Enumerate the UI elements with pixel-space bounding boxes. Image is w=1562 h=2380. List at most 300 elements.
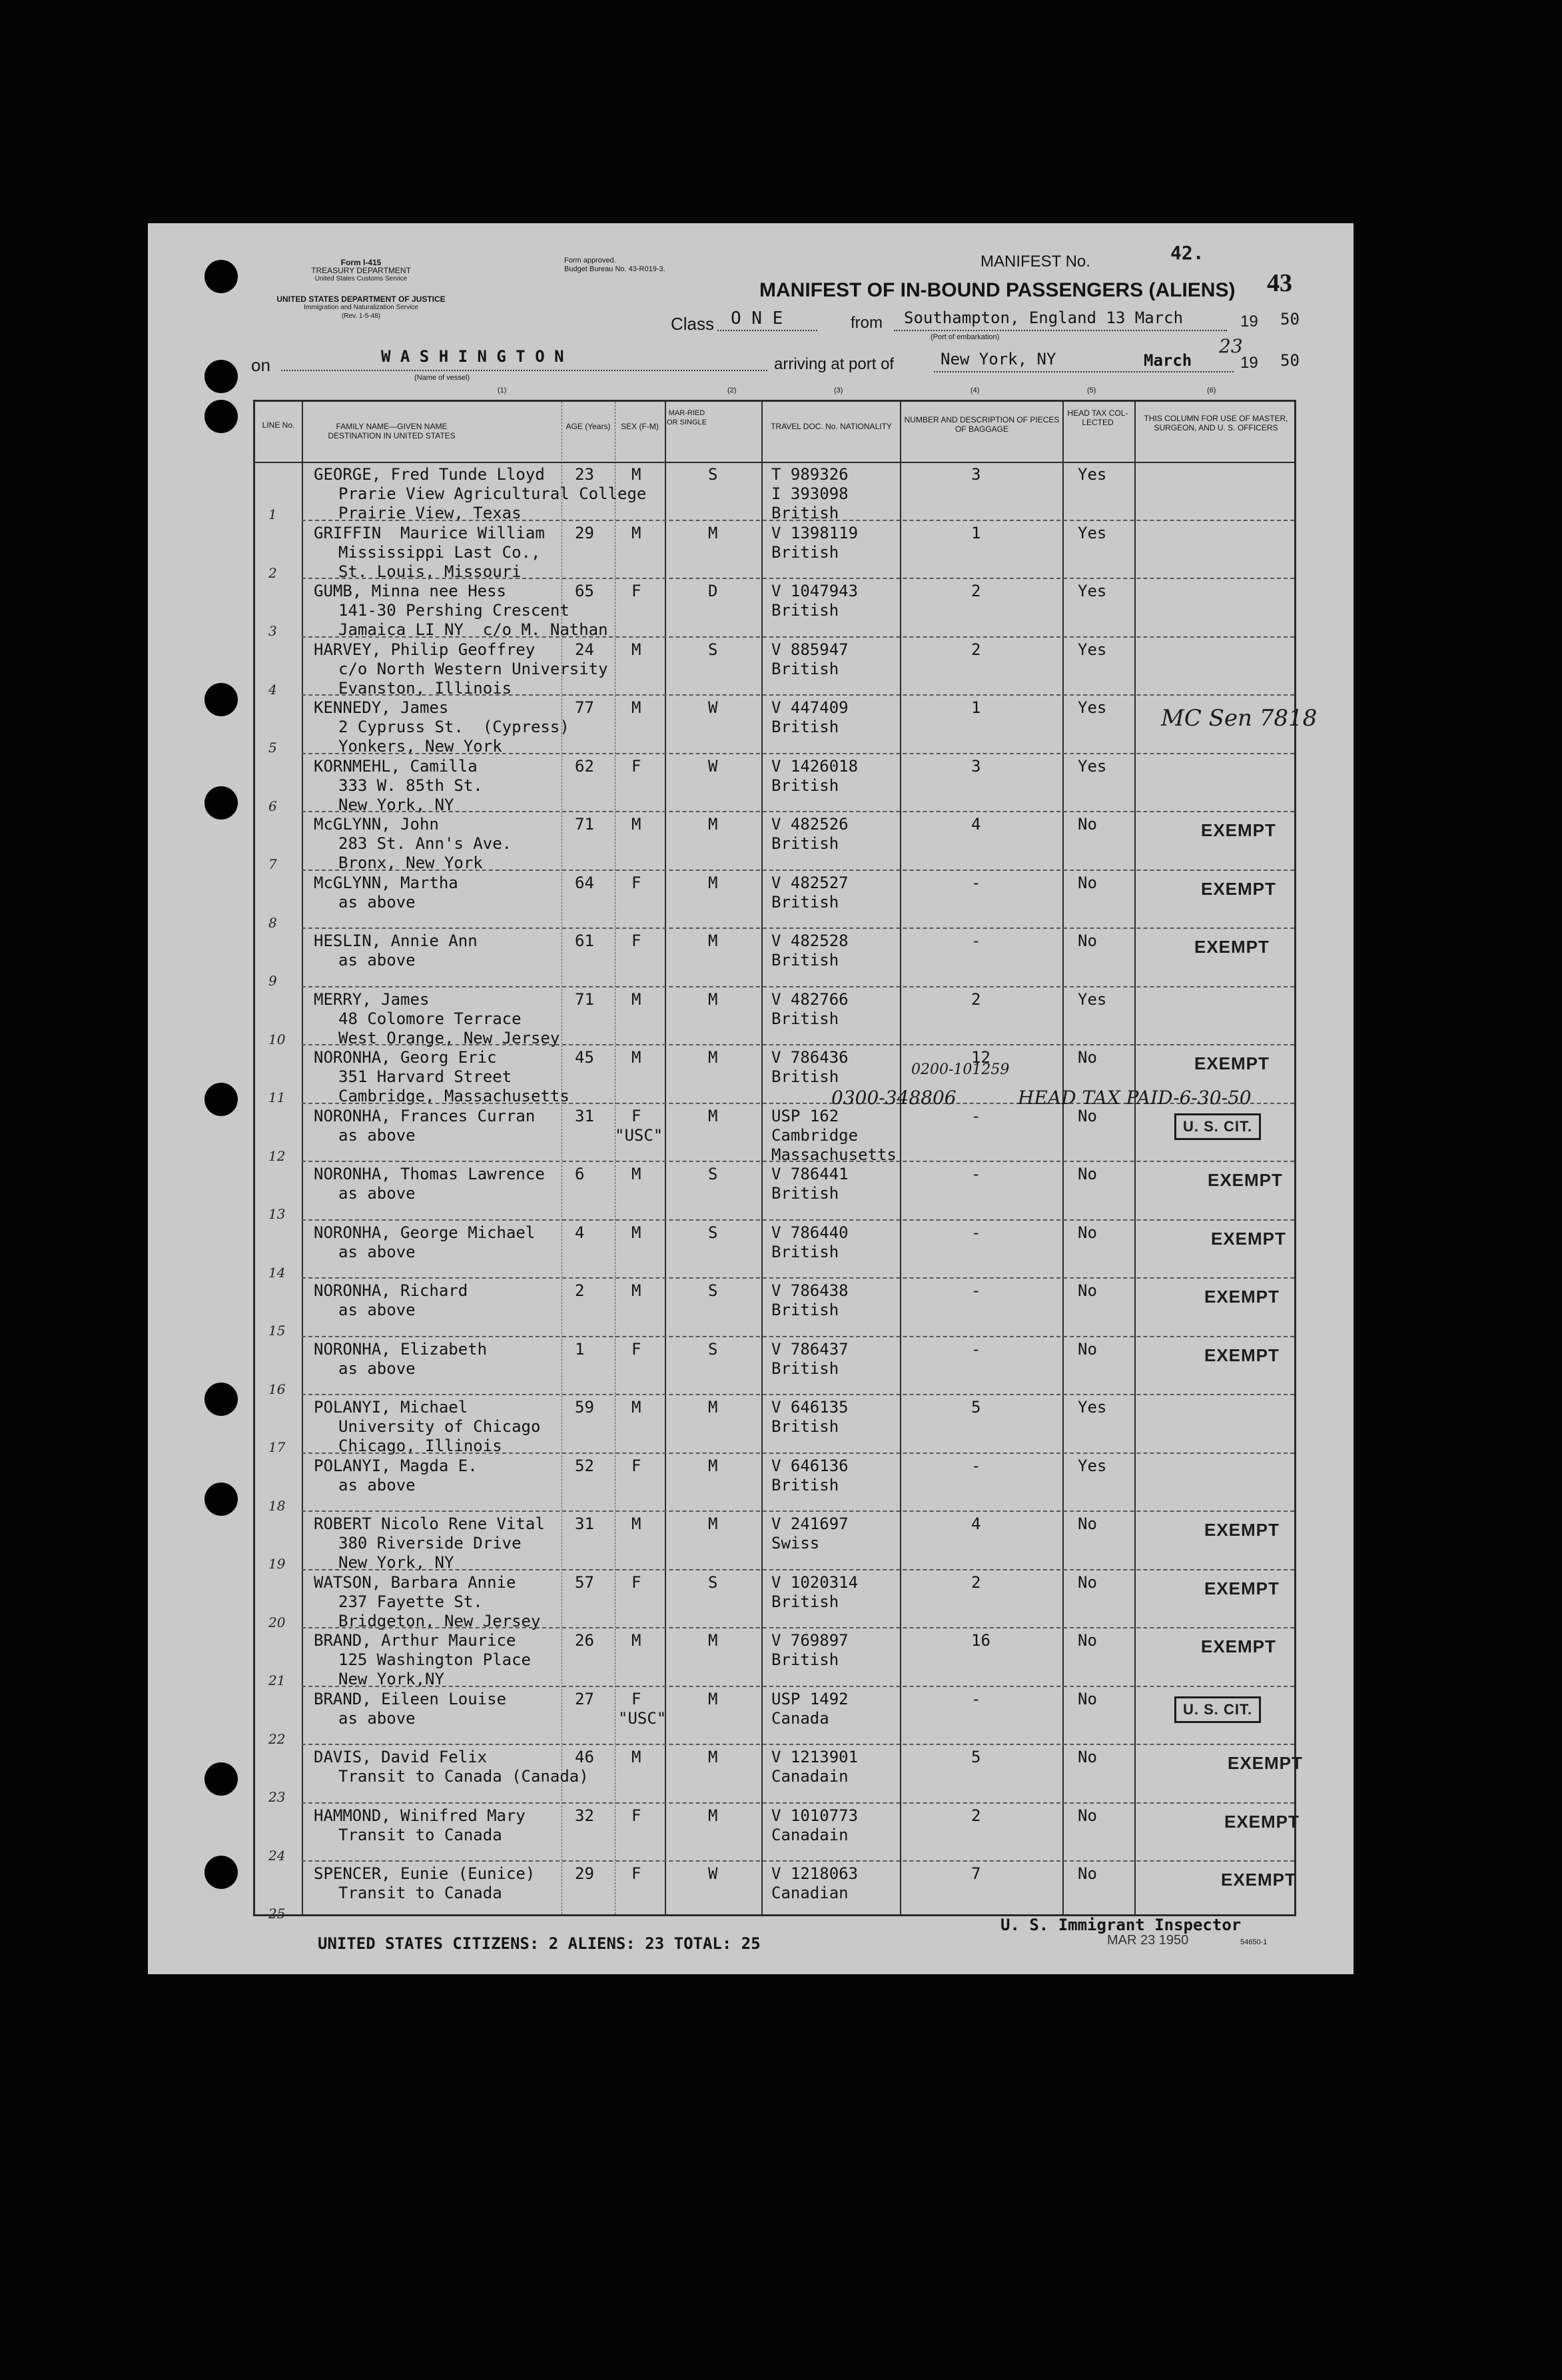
- line-number: 9: [268, 973, 277, 989]
- exempt-stamp: EXEMPT: [1211, 1228, 1286, 1249]
- cell-l3: Prairie View, Texas: [338, 504, 522, 522]
- cell-ms: S: [708, 1339, 718, 1359]
- cell-doc: V 786436: [771, 1048, 849, 1067]
- cell-tax: No: [1078, 1689, 1097, 1708]
- cell-ms: S: [708, 1223, 718, 1242]
- line-number: 15: [268, 1323, 286, 1339]
- cell-doc: USP 162: [771, 1106, 839, 1125]
- cell-tax: No: [1078, 1514, 1097, 1533]
- row-divider: [302, 1044, 1294, 1045]
- col-number: (5): [1087, 386, 1096, 394]
- cell-doc: V 447409: [771, 698, 849, 717]
- row-divider: [302, 1219, 1294, 1221]
- cell-tax: No: [1078, 1106, 1097, 1125]
- cell-l2: Mississippi Last Co.,: [338, 542, 541, 562]
- cell-doc2: I 393098: [771, 484, 849, 503]
- cell-l1: GUMB, Minna nee Hess: [314, 582, 506, 600]
- cell-l2: c/o North Western University: [338, 659, 608, 678]
- cell-l2: Transit to Canada (Canada): [338, 1767, 589, 1786]
- manifest-page: [148, 223, 1354, 1974]
- customs-service: United States Customs Service: [314, 275, 408, 283]
- cell-sex: M: [631, 815, 641, 834]
- row-divider: [302, 753, 1294, 754]
- arrival-year: 50: [1280, 351, 1300, 370]
- cell-age: 59: [575, 1398, 594, 1417]
- cell-bag: -: [971, 931, 981, 950]
- cell-sex: F: [631, 756, 641, 776]
- line-number: 3: [268, 623, 277, 639]
- cell-l2: 2 Cypruss St. (Cypress): [338, 718, 570, 736]
- cell-ms: M: [708, 1106, 718, 1125]
- row-divider: [302, 1336, 1294, 1337]
- cell-tax: Yes: [1078, 756, 1107, 776]
- cell-age: 71: [575, 815, 594, 834]
- cell-tax: No: [1078, 1048, 1097, 1067]
- cell-ms: M: [708, 1806, 718, 1825]
- row-divider: [302, 1569, 1294, 1570]
- cell-age: 45: [575, 1048, 594, 1067]
- row-divider: [302, 578, 1294, 579]
- cell-l1: HESLIN, Annie Ann: [314, 931, 478, 950]
- header-sex: SEX (F-M): [621, 422, 659, 431]
- row-divider: [302, 694, 1294, 696]
- row-divider: [302, 1627, 1294, 1628]
- cell-tax: Yes: [1078, 640, 1107, 659]
- cell-sex: M: [631, 1281, 641, 1300]
- line-number: 14: [268, 1264, 286, 1281]
- cell-l1: BRAND, Eileen Louise: [314, 1689, 506, 1708]
- cell-sex: F: [631, 1339, 641, 1359]
- date-stamp: MAR 23 1950: [1107, 1933, 1189, 1948]
- cell-nat: British: [771, 601, 839, 620]
- cell-ms: M: [708, 989, 718, 1009]
- cell-bag: 7: [971, 1864, 981, 1883]
- cell-doc: V 786437: [771, 1339, 849, 1359]
- cell-tax: Yes: [1078, 582, 1107, 600]
- cell-tax: No: [1078, 1572, 1097, 1592]
- header-officers: THIS COLUMN FOR USE OF MASTER, SURGEON, AND U. S. OFFICERS: [1144, 414, 1288, 432]
- cell-l3: Bridgeton, New Jersey: [338, 1611, 541, 1630]
- cell-doc: T 989326: [771, 465, 849, 484]
- cell-sex: M: [631, 1165, 641, 1183]
- cell-sex: F: [631, 582, 641, 600]
- cell-l1: GEORGE, Fred Tunde Lloyd: [314, 465, 545, 484]
- cell-ms: S: [708, 465, 718, 484]
- cell-age: 1: [575, 1339, 585, 1359]
- cell-tax: Yes: [1078, 1398, 1107, 1417]
- line-number: 11: [268, 1089, 286, 1105]
- cell-sex: M: [631, 523, 641, 542]
- manifest-title: MANIFEST OF IN-BOUND PASSENGERS (ALIENS): [759, 279, 1236, 301]
- embark-port: Southampton, England 13 March: [904, 308, 1184, 327]
- line-number: 17: [268, 1439, 286, 1455]
- cell-sex: M: [631, 640, 641, 659]
- treasury-dept: TREASURY DEPARTMENT: [311, 266, 411, 275]
- cell-l1: NORONHA, Richard: [314, 1281, 468, 1300]
- cell-l2: as above: [338, 892, 416, 911]
- cell-tax: No: [1078, 1748, 1097, 1766]
- budget-bureau: Budget Bureau No. 43-R019-3.: [564, 265, 665, 273]
- handwritten-note: 0300-348806: [831, 1087, 957, 1109]
- cell-doc: V 885947: [771, 640, 849, 659]
- line-number: 18: [268, 1497, 286, 1514]
- header-headtax: HEAD TAX COL-LECTED: [1067, 408, 1128, 427]
- cell-l1: McGLYNN, Martha: [314, 873, 458, 892]
- cell-l2: as above: [338, 1242, 416, 1261]
- line-number: 8: [268, 914, 277, 931]
- exempt-stamp: EXEMPT: [1201, 878, 1276, 899]
- us-citizen-stamp: U. S. CIT.: [1174, 1113, 1261, 1140]
- col-number: (4): [971, 386, 980, 394]
- cell-nat: British: [771, 1475, 839, 1494]
- cell-age: 71: [575, 989, 594, 1009]
- totals-line: UNITED STATES CITIZENS: 2 ALIENS: 23 TOTAL: 25: [318, 1934, 761, 1953]
- exempt-stamp: EXEMPT: [1201, 820, 1276, 840]
- cell-l3: St. Louis, Missouri: [338, 562, 522, 581]
- cell-nat: British: [771, 892, 839, 911]
- cell-ms: M: [708, 1748, 718, 1766]
- cell-ms: M: [708, 1631, 718, 1650]
- us-citizen-stamp: U. S. CIT.: [1174, 1696, 1261, 1723]
- col-number: (1): [498, 386, 507, 394]
- row-divider: [302, 986, 1294, 987]
- cell-nat: British: [771, 776, 839, 795]
- cell-tax: Yes: [1078, 698, 1107, 717]
- from-label: from: [851, 314, 883, 332]
- cell-age: 61: [575, 931, 594, 950]
- embark-caption: (Port of embarkation): [931, 333, 1000, 341]
- row-divider: [302, 1744, 1294, 1745]
- cell-bag: 5: [971, 1398, 981, 1417]
- cell-l1: NORONHA, Georg Eric: [314, 1048, 497, 1067]
- exempt-stamp: EXEMPT: [1204, 1345, 1280, 1365]
- cell-doc: V 1020314: [771, 1572, 859, 1592]
- line-number: 4: [268, 681, 277, 698]
- cell-nat: Canadain: [771, 1825, 849, 1844]
- binder-hole: [204, 786, 238, 820]
- cell-sex: M: [631, 989, 641, 1009]
- cell-bag: 4: [971, 815, 981, 834]
- cell-l1: HARVEY, Philip Geoffrey: [314, 640, 536, 659]
- arrival-year-prefix: 19: [1240, 354, 1258, 372]
- cell-sex: F: [631, 873, 641, 892]
- cell-l3: New York,NY: [338, 1670, 444, 1688]
- row-divider: [302, 1802, 1294, 1804]
- cell-age: 31: [575, 1514, 594, 1533]
- cell-tax: No: [1078, 873, 1097, 892]
- cell-bag: 2: [971, 1572, 981, 1592]
- cell-nat: British: [771, 1417, 839, 1436]
- cell-nat: British: [771, 1067, 839, 1086]
- cell-nat: British: [771, 1301, 839, 1319]
- cell-nat: Canadain: [771, 1767, 849, 1786]
- form-approved: Form approved.: [564, 257, 616, 265]
- on-label: on: [251, 355, 270, 375]
- binder-hole: [204, 260, 238, 293]
- cell-ms: W: [708, 756, 718, 776]
- cell-nat: British: [771, 542, 839, 562]
- row-divider: [302, 1510, 1294, 1512]
- cell-l1: POLANYI, Magda E.: [314, 1456, 478, 1475]
- cell-bag: 1: [971, 698, 981, 717]
- arriving-label: arriving at port of: [774, 355, 895, 373]
- cell-doc: V 1213901: [771, 1748, 859, 1766]
- line-number: 12: [268, 1147, 286, 1164]
- cell-l2: 380 Riverside Drive: [338, 1534, 522, 1552]
- cell-doc2: Cambridge: [771, 1125, 859, 1145]
- cell-tax: Yes: [1078, 523, 1107, 542]
- row-divider: [302, 811, 1294, 812]
- cell-bag: -: [971, 1223, 981, 1242]
- cell-l2: as above: [338, 1125, 416, 1145]
- cell-age: 6: [575, 1165, 585, 1183]
- row-divider: [302, 520, 1294, 521]
- cell-bag: 16: [971, 1631, 990, 1650]
- usc-mark: "USC": [618, 1708, 667, 1728]
- cell-l3: Cambridge, Massachusetts: [338, 1087, 570, 1105]
- cell-ms: M: [708, 815, 718, 834]
- cell-l3: Bronx, New York: [338, 854, 483, 872]
- cell-ms: M: [708, 1689, 718, 1708]
- header-name: FAMILY NAME—GIVEN NAME DESTINATION IN UNITED STATES: [328, 422, 456, 440]
- row-divider: [302, 1686, 1294, 1687]
- cell-l2: as above: [338, 1301, 416, 1319]
- cell-sex: M: [631, 698, 641, 717]
- cell-l2: Prarie View Agricultural College: [338, 484, 647, 503]
- cell-age: 4: [575, 1223, 585, 1242]
- row-divider: [302, 1277, 1294, 1279]
- cell-l1: WATSON, Barbara Annie: [314, 1572, 516, 1592]
- cell-bag: 5: [971, 1748, 981, 1766]
- cell-age: 64: [575, 873, 594, 892]
- cell-bag: 12: [971, 1048, 990, 1067]
- row-divider: [302, 870, 1294, 871]
- cell-ms: D: [708, 582, 718, 600]
- cell-nat: British: [771, 1184, 839, 1203]
- line-number: 23: [268, 1789, 286, 1805]
- cell-l2: Transit to Canada: [338, 1825, 502, 1844]
- revision: (Rev. 1-5-48): [341, 312, 381, 320]
- cell-l2: 351 Harvard Street: [338, 1067, 512, 1086]
- cell-age: 29: [575, 1864, 594, 1883]
- cell-ms: M: [708, 873, 718, 892]
- cell-age: 32: [575, 1806, 594, 1825]
- cell-tax: No: [1078, 1339, 1097, 1359]
- vessel-name: W A S H I N G T O N: [381, 347, 564, 366]
- cell-ms: W: [708, 698, 718, 717]
- cell-doc: V 1398119: [771, 523, 859, 542]
- cell-nat: British: [771, 504, 839, 522]
- form-number: Form I-415: [340, 258, 382, 267]
- cell-l1: HAMMOND, Winifred Mary: [314, 1806, 526, 1825]
- cell-age: 2: [575, 1281, 585, 1300]
- cell-sex: M: [631, 1514, 641, 1533]
- cell-sex: M: [631, 1398, 641, 1417]
- binder-hole: [204, 1856, 238, 1889]
- inspector-title: U. S. Immigrant Inspector: [1000, 1916, 1242, 1934]
- cell-doc: V 786438: [771, 1281, 849, 1300]
- col-number: (2): [727, 386, 737, 394]
- header-married: MAR-RIED OR SINGLE: [667, 409, 707, 426]
- row-divider: [302, 1453, 1294, 1454]
- cell-nat: British: [771, 1359, 839, 1378]
- line-number: 2: [268, 564, 277, 581]
- cell-tax: No: [1078, 1223, 1097, 1242]
- line-number: 19: [268, 1556, 286, 1572]
- binder-hole: [204, 1083, 238, 1116]
- cell-l2: Transit to Canada: [338, 1884, 502, 1902]
- cell-age: 27: [575, 1689, 594, 1708]
- cell-tax: No: [1078, 1281, 1097, 1300]
- cell-nat: British: [771, 1009, 839, 1028]
- cell-doc: V 646135: [771, 1398, 849, 1417]
- cell-doc: V 482766: [771, 989, 849, 1009]
- cell-l1: NORONHA, Thomas Lawrence: [314, 1165, 545, 1183]
- cell-l2: 141-30 Pershing Crescent: [338, 601, 570, 620]
- binder-hole: [204, 360, 238, 393]
- line-number: 7: [268, 856, 277, 872]
- cell-tax: Yes: [1078, 465, 1107, 484]
- line-number: 10: [268, 1031, 286, 1047]
- cell-sex: M: [631, 465, 641, 484]
- arrival-day-handwritten: 23: [1219, 335, 1243, 357]
- cell-sex: M: [631, 1748, 641, 1766]
- cell-bag: 2: [971, 640, 981, 659]
- cell-l1: MERRY, James: [314, 989, 430, 1009]
- exempt-stamp: EXEMPT: [1194, 1053, 1270, 1073]
- line-number: 25: [268, 1906, 286, 1922]
- exempt-stamp: EXEMPT: [1194, 937, 1270, 957]
- cell-doc: V 646136: [771, 1456, 849, 1475]
- cell-l1: KORNMEHL, Camilla: [314, 756, 478, 776]
- cell-age: 57: [575, 1572, 594, 1592]
- cell-sex: F: [631, 1689, 641, 1708]
- line-number: 21: [268, 1672, 286, 1688]
- line-number: 1: [268, 506, 277, 522]
- cell-nat: British: [771, 659, 839, 678]
- cell-bag: -: [971, 873, 981, 892]
- cell-sex: M: [631, 1223, 641, 1242]
- year-prefix: 19: [1240, 312, 1258, 330]
- cell-doc: V 1218063: [771, 1864, 859, 1883]
- cell-age: 26: [575, 1631, 594, 1650]
- cell-ms: S: [708, 1281, 718, 1300]
- cell-nat: Swiss: [771, 1534, 820, 1552]
- exempt-stamp: EXEMPT: [1204, 1520, 1280, 1540]
- justice-dept: UNITED STATES DEPARTMENT OF JUSTICE: [276, 295, 446, 304]
- cell-l3: Chicago, Illinois: [338, 1437, 502, 1455]
- cell-ms: M: [708, 1514, 718, 1533]
- cell-bag: -: [971, 1456, 981, 1475]
- cell-bag: 2: [971, 582, 981, 600]
- cell-tax: No: [1078, 815, 1097, 834]
- cell-doc: V 482526: [771, 815, 849, 834]
- cell-doc: USP 1492: [771, 1689, 849, 1708]
- cell-tax: Yes: [1078, 989, 1107, 1009]
- handwritten-note: 0200-101259: [911, 1061, 1010, 1078]
- cell-sex: F: [631, 931, 641, 950]
- cell-l2: as above: [338, 951, 416, 969]
- col-number: (3): [834, 386, 843, 394]
- cell-age: 65: [575, 582, 594, 600]
- cell-l1: ROBERT Nicolo Rene Vital: [314, 1514, 545, 1533]
- cell-sex: F: [631, 1456, 641, 1475]
- cell-nat: British: [771, 1242, 839, 1261]
- cell-tax: Yes: [1078, 1456, 1107, 1475]
- cell-age: 62: [575, 756, 594, 776]
- cell-nat: Canada: [771, 1708, 829, 1728]
- cell-sex: M: [631, 1631, 641, 1650]
- cell-age: 31: [575, 1106, 594, 1125]
- exempt-stamp: EXEMPT: [1204, 1578, 1280, 1598]
- exempt-stamp: EXEMPT: [1204, 1287, 1280, 1307]
- cell-bag: 2: [971, 1806, 981, 1825]
- line-number: 22: [268, 1730, 286, 1747]
- cell-doc: V 482528: [771, 931, 849, 950]
- cell-nat: British: [771, 834, 839, 853]
- cell-ms: M: [708, 931, 718, 950]
- header-age: AGE (Years): [566, 422, 611, 431]
- cell-nat: British: [771, 718, 839, 736]
- cell-l3: West Orange, New Jersey: [338, 1028, 560, 1047]
- cell-l2: 48 Colomore Terrace: [338, 1009, 522, 1028]
- cell-l1: NORONHA, George Michael: [314, 1223, 536, 1242]
- cell-nat: Massachusetts: [771, 1145, 897, 1164]
- line-number: 5: [268, 740, 277, 756]
- cell-l1: McGLYNN, John: [314, 815, 439, 834]
- cell-sex: F: [631, 1864, 641, 1883]
- cell-age: 23: [575, 465, 594, 484]
- cell-l1: NORONHA, Frances Curran: [314, 1106, 536, 1125]
- cell-tax: No: [1078, 1864, 1097, 1883]
- page-number: 43: [1267, 269, 1292, 297]
- cell-l2: University of Chicago: [338, 1417, 541, 1436]
- cell-l1: SPENCER, Eunie (Eunice): [314, 1864, 536, 1883]
- form-code: 54650-1: [1240, 1938, 1268, 1946]
- binder-hole: [204, 1383, 238, 1416]
- exempt-stamp: EXEMPT: [1221, 1870, 1296, 1890]
- cell-l2: 125 Washington Place: [338, 1650, 531, 1669]
- line-number: 16: [268, 1381, 286, 1397]
- cell-sex: F: [631, 1106, 641, 1125]
- binder-hole: [204, 683, 238, 716]
- cell-l2: 333 W. 85th St.: [338, 776, 483, 795]
- row-divider: [302, 1394, 1294, 1395]
- row-divider: [302, 1161, 1294, 1162]
- cell-doc: V 241697: [771, 1514, 849, 1533]
- cell-doc: V 1010773: [771, 1806, 859, 1825]
- cell-sex: F: [631, 1572, 641, 1592]
- row-divider: [302, 927, 1294, 929]
- cell-age: 24: [575, 640, 594, 659]
- cell-tax: No: [1078, 1631, 1097, 1650]
- line-number: 24: [268, 1847, 286, 1864]
- cell-l1: POLANYI, Michael: [314, 1398, 468, 1417]
- cell-ms: M: [708, 1048, 718, 1067]
- cell-l3: New York, NY: [338, 795, 454, 814]
- binder-hole: [204, 1483, 238, 1516]
- ins-service: Immigration and Naturalization Service: [304, 304, 418, 311]
- cell-l2: as above: [338, 1475, 416, 1494]
- year-value: 50: [1280, 310, 1300, 328]
- cell-doc: V 1047943: [771, 582, 859, 600]
- vessel-caption: (Name of vessel): [414, 374, 470, 382]
- class-value: O N E: [731, 308, 783, 328]
- cell-l2: as above: [338, 1708, 416, 1728]
- exempt-stamp: EXEMPT: [1201, 1636, 1276, 1656]
- arrival-date: March: [1144, 351, 1192, 370]
- cell-l2: as above: [338, 1359, 416, 1378]
